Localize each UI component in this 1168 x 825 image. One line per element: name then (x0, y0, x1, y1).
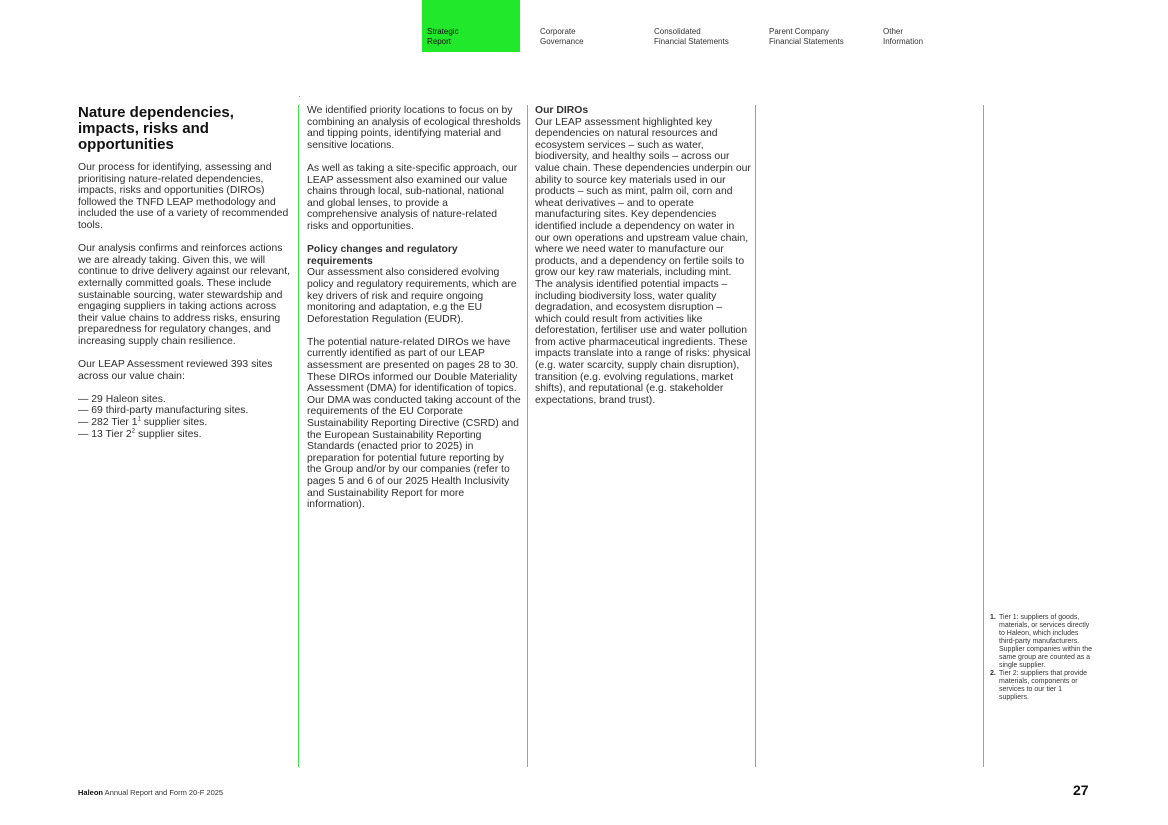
column-divider (983, 105, 984, 767)
column-divider (527, 105, 528, 767)
list-item: — 13 Tier $2^2$ supplier sites. (78, 428, 202, 440)
divider-dot (299, 96, 300, 97)
tab-label: Consolidated Financial Statements (654, 27, 729, 46)
footnote-number: 1. (990, 614, 996, 621)
tab-label: Strategic Report (427, 27, 459, 46)
tab-label: Corporate Governance (540, 27, 584, 46)
column-2 (307, 105, 521, 522)
tab-corporate-governance[interactable] (535, 0, 633, 52)
footnote-ref[interactable]: 2 (131, 428, 136, 435)
brand-name: Haleon (78, 788, 104, 797)
section-heading: Policy changes and regulatory requirements (307, 244, 458, 267)
tab-other-information[interactable] (878, 0, 976, 52)
footnotes (990, 614, 1092, 702)
footnote (990, 670, 1092, 702)
paragraph: Our LEAP Assessment reviewed 393 sites across our value chain: (78, 359, 273, 382)
tab-parent-company-financial-statements[interactable] (764, 0, 874, 52)
column-3 (535, 105, 751, 418)
page-number: 27 (1073, 782, 1089, 798)
tab-label: Other Information (883, 27, 924, 46)
list-item: — 69 third-party manufacturing sites. (78, 405, 249, 417)
tab-consolidated-financial-statements[interactable] (649, 0, 759, 52)
footnote-text: Tier 2: suppliers that provide materials, components or services to our tier 1 suppliers. (999, 670, 1088, 701)
column-divider (298, 105, 299, 767)
paragraph: Our process for identifying, assessing and prioritising nature-related dependencies, impacts, risks and opportunities (DIROs) followed the TNFD LEAP methodology and included the use of a variety of recommended tools. (78, 162, 289, 231)
footnote-number: 2. (990, 670, 996, 677)
footnote (990, 614, 1092, 670)
tab-label: Parent Company Financial Statements (769, 27, 844, 46)
column-divider (755, 105, 756, 767)
tab-strategic-report[interactable] (422, 0, 520, 52)
paragraph: As well as taking a site-specific approach, our LEAP assessment also examined our value chains through local, sub-national, national and global lenses, to provide a comprehensive analysis of nature-related risks and opportunities. (307, 162, 518, 232)
paragraph: Our analysis confirms and reinforces actions we are already taking. Given this, we will continue to drive delivery against our relevant, externally committed goals. These include sustainable sourcing, water stewardship and engaging suppliers in taking actions across their value chains to address risks, ensuring preparedness for regulatory changes, and increasing supply chain resilience. (78, 243, 290, 347)
footer (78, 788, 223, 797)
column-1 (78, 105, 292, 440)
list-item: — 282 Tier $1^1$ supplier sites. (78, 416, 208, 429)
paragraph: The potential nature-related DIROs we have currently identified as part of our LEAP assessment are presented on pages 28 to 30. These DIROs informed our Double Materiality Assessment (DMA) for identification of topics. Our DMA was conducted taking account of the requirements of the EU Corporate Sustainability Reporting Directive (CSRD) and the European Sustainability Reporting Standards (enacted prior to 2025) in preparation for potential future reporting by the Group and/or by our companies (refer to pages 5 and 6 of our 2025 Health Inclusivity and Sustainability Report for more information). (307, 336, 521, 511)
paragraph: Our LEAP assessment highlighted key dependencies on natural resources and ecosystem services – such as water, biodiversity, and healthy soils – across our value chain. These dependencies underpin our ability to source key materials used in our products – such as mint, palm oil, corn and wheat derivatives – and to operate manufacturing sites. Key dependencies identified include a dependency on water in our own operations and upstream value chain, where we need water to manufacture our products, and a dependency on fertile soils to grow our key raw materials, including mint. The analysis identified potential impacts – including biodiversity loss, water quality degradation, and ecosystem disruption – which could result from activities like deforestation, fertiliser use and water pollution from active pharmaceutical ingredients. These impacts translate into a range of risks: physical (e.g. water scarcity, supply chain disruption), transition (e.g. evolving regulations, market shifts), and reputational (e.g. stakeholder expectations, brand trust). (535, 116, 751, 406)
page-title: Nature dependencies, impacts, risks and opportunities (78, 104, 234, 153)
footnote-text: Tier 1: suppliers of goods, materials, or services directly to Haleon, which includes third-party manufacturers. Supplier companies within the same group are counted as a single supplier. (999, 614, 1092, 669)
section-heading: Our DIROs (535, 105, 589, 116)
list-item: — 29 Haleon sites. (78, 393, 166, 405)
report-title: Annual Report and Form 20-F 2025 (103, 788, 224, 797)
paragraph: Our assessment also considered evolving policy and regulatory requirements, which are key drivers of risk and require ongoing monitoring and adaptation, e.g the EU Deforestation Regulation (EUDR). (307, 267, 517, 325)
footnote-ref[interactable]: 1 (137, 416, 141, 423)
paragraph: We identified priority locations to focus on by combining an analysis of ecological thresholds and tipping points, identifying material and sensitive locations. (307, 105, 521, 151)
sites-list (78, 394, 292, 440)
